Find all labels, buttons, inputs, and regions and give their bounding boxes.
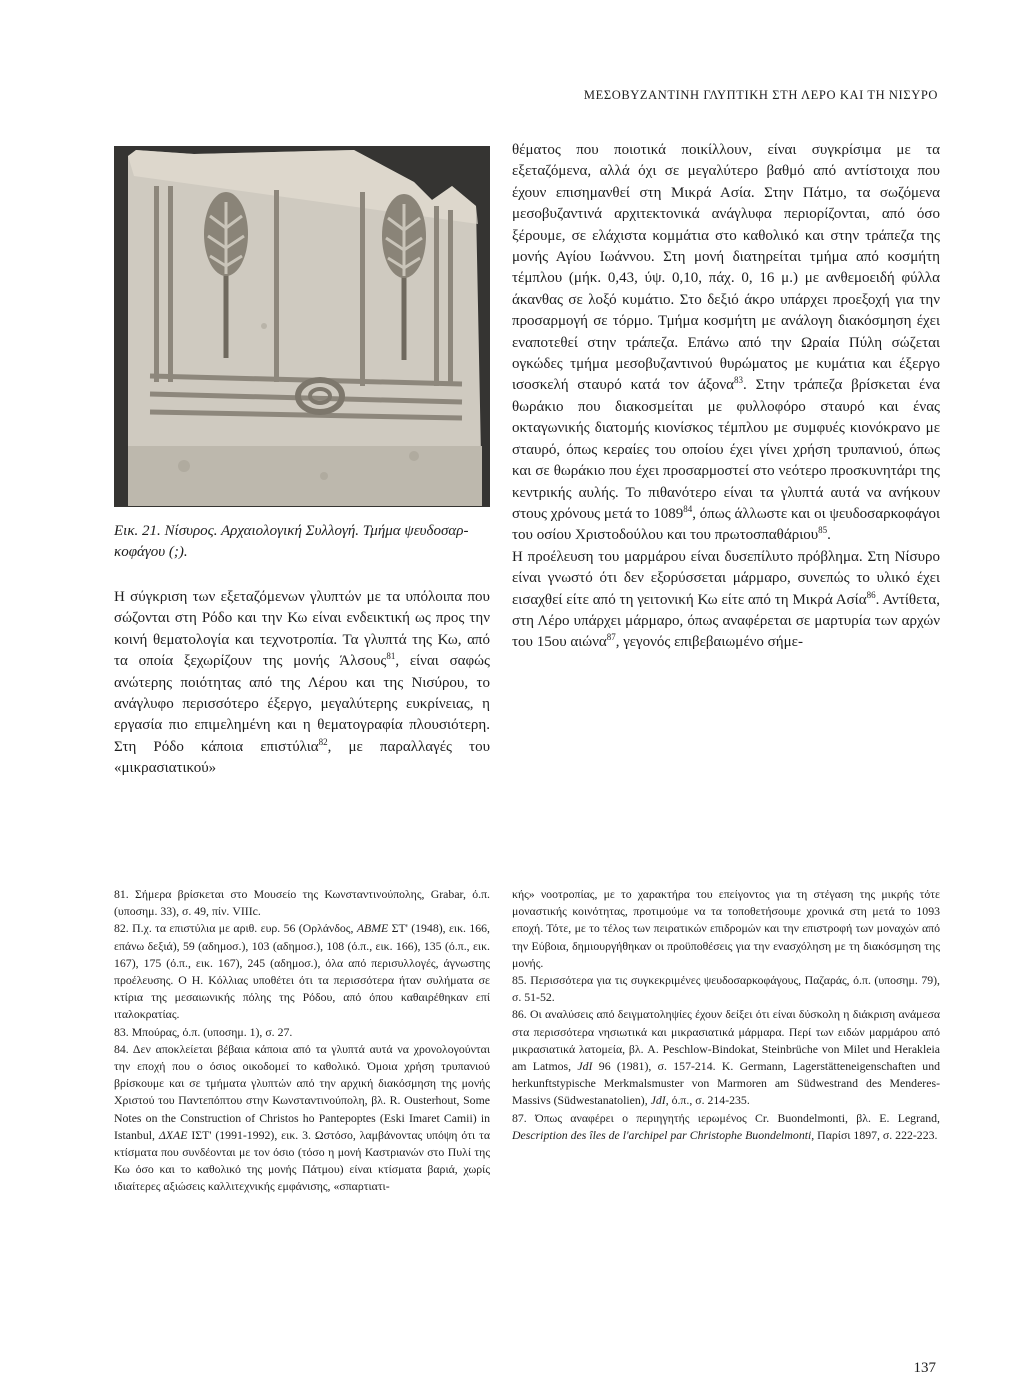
left-column bbox=[114, 146, 490, 780]
right-body-text bbox=[512, 140, 940, 654]
figure-photo bbox=[114, 146, 490, 507]
body-text-segment: θέματος που ποιοτικά ποικίλλουν, είναι συγκρίσιμα με τα εξεταζόμενα, αλλά όχι σε μεγαλύτερο βαθμό από αντίστοιχα που έχουν επισημανθεί στη Μικρά Ασία. Στην Πάτμο, τα σωζόμενα μεσοβυζαντινά αρχιτεκτονικά ανάγλυφα περιορίζονται, από όσο ξέρουμε, σε ελάχιστα κομμάτια στο καθολικό και στην τράπεζα της μονής Αγίου Ιωάννου. Στη μονή διατηρείται τμήμα από κοσμήτη τέμπλου (μήκ. 0,43, ύψ. 0,10, πάχ. 0, 16 μ.) με ανθεμοειδή φύλλα άκανθας σε λοξό κυμάτιο. Στο δεξιό άκρο υπάρχει προεξοχή για την προσαρμογή σε τόρμο. Τμήμα κοσμήτη με ανάλογη διακόσμηση έχει εναποτεθεί στην τράπεζα. Επάνω από την Ωραία Πύλη σώζεται ογκώδες τμήμα μεσοβυζαντινού θυρώματος με κυμάτια και έξεργο ισοσκελή σταυρό κατά τον άξονα bbox=[512, 142, 940, 394]
body-text-segment: , με παραλλαγές του «μικρασιατικού» bbox=[114, 738, 490, 777]
footnote-ref-84[interactable]: 84 bbox=[683, 503, 693, 514]
footnote-ref-82[interactable]: 82 bbox=[318, 736, 328, 747]
footnote-ref-86[interactable]: 86 bbox=[866, 589, 876, 600]
footnote-text: 82. Π.χ. τα επιστύλια με αριθ. ευρ. 56 (Ορλάνδος, bbox=[114, 921, 357, 936]
figure-caption bbox=[114, 521, 490, 563]
footnote-84-continued: κής» νοοτροπίας, με το χαρακτήρα του επείγοντος για τη στέγαση της μικρής τότε μοναστικής κοινότητας, προτιμούμε να τα τοποθετήσουμε χρονικά στη μετά το 1093 εποχή. Τότε, με το τέλος των πειρατικών επιδρομών και την επιστροφή των μοναχών από την Εύβοια, δημιουργήθηκαν οι προϋποθέσεις για την ενασχόληση με τη διακόσμηση της μονής. bbox=[512, 887, 940, 970]
footnote-text: , Παρίσι 1897, σ. 222-223. bbox=[811, 1127, 938, 1142]
footnotes-left bbox=[114, 886, 490, 1196]
journal-abbrev: JdI bbox=[577, 1059, 593, 1074]
footnote-84 bbox=[114, 1041, 490, 1196]
footnote-87 bbox=[512, 1110, 940, 1144]
book-title: Description des îles de l'archipel par Christophe Buondelmonti bbox=[512, 1127, 812, 1142]
relief-fragment-image bbox=[114, 146, 490, 507]
right-column bbox=[512, 140, 940, 654]
footnote-ref-83[interactable]: 83 bbox=[733, 375, 743, 386]
body-text-segment: Η προέλευση του μαρμάρου είναι δυσεπίλυτο πρόβλημα. Στη Νίσυρο είναι γνωστό ότι δεν εξορύσσεται μάρμαρο, συνεπώς το υλικό έχει εισαχθεί είτε από τη γειτονική Κω είτε από τη Μικρά Ασία bbox=[512, 548, 940, 608]
page-number: 137 bbox=[913, 1360, 936, 1376]
body-text-segment: , γεγονός επιβεβαιωμένο σήμε- bbox=[615, 634, 803, 651]
footnote-text: 84. Δεν αποκλείεται βέβαια κάποια από τα γλυπτά αυτά να χρονολογούνται την εποχή που ο όσιος οικοδομεί το καθολικό. Όμοια χρήση τρυπανιού βρίσκουμε και σε τμήματα γλυπτών από την αρχική διακόσμηση της μονής Χριστού του Παντεπόπτου στην Κωνσταντινούπολη, βλ. R. Ousterhout, Some Notes on the Construction of Christos ho Pantepoptes (Eski Imaret Camii) in Istanbul, bbox=[114, 1041, 490, 1142]
footnote-text: 86. Οι αναλύσεις από δειγματοληψίες έχουν δείξει ότι είναι δύσκολη η διάκριση ανάμεσα στα περισσότερα νησιωτικά και μικρασιατικά μάρμαρα. Περί των ειδών μαρμάρου από μικρασιατικά λατομεία, βλ. A. Peschlow-Bindokat, Steinbrüche von Milet und Herakleia am Latmos, bbox=[512, 1007, 940, 1074]
body-text-segment: Η σύγκριση των εξεταζόμενων γλυπτών με τα υπόλοιπα που σώζονται στη Ρόδο και την Κω είναι ενδεικτική ως προς την κοινή θεματολογία και τεχνοτροπία. Τα γλυπτά της Κω, από τα οποία ξεχωρίζουν της μονής Άλσους bbox=[114, 589, 490, 670]
body-text-segment: , είναι σαφώς ανώτερης ποιότητας από της Λέρου και της Νισύρου, το ανάγλυφο περισσότερο έξεργο, μεγαλύτερης ευκρίνειας, η εργασία πιο επιμελημένη και η θεματογραφία πλουσιότερη. Στη Ρόδο κάποια επιστύλια bbox=[114, 653, 490, 755]
journal-abbrev: JdI bbox=[650, 1093, 666, 1108]
footnote-ref-87[interactable]: 87 bbox=[606, 632, 616, 643]
journal-abbrev: ΑΒΜΕ bbox=[356, 921, 389, 936]
footnote-ref-81[interactable]: 81 bbox=[386, 651, 396, 662]
running-head: ΜΕΣΟΒΥΖΑΝΤΙΝΗ ΓΛΥΠΤΙΚΗ ΣΤΗ ΛΕΡΟ ΚΑΙ ΤΗ ΝΙΣΥΡΟ bbox=[583, 88, 938, 102]
footnote-text: ΣΤ' (1948), εικ. 166, επάνω δεξιά), 59 (αδημοσ.), 103 (αδημοσ.), 108 (ό.π., εικ. 166), 135 (ό.π., εικ. 167), 175 (ό.π., εικ. 167), 245 (αδημοσ.), όλα από περισυλλογές, άγνωστης προέλευσης. Ο Η. Κόλλιας υποθέτει ότι τα περισσότερα ήταν συλήματα σε κτίρια της μεσαιωνικής πόλης της Ρόδου, από όπου καθαιρέθηκαν επί ιταλοκρατίας. bbox=[114, 921, 491, 1022]
footnote-text: ΙΣΤ' (1991-1992), εικ. 3. Ωστόσο, λαμβάνοντας υπόψη ότι τα κτίσματα που συνδέονται με τον όσιο (τόσο η μονή Καστριανών στο Πυλί της Κω όσο και το καθολικό της μονής Πάτμου) είναι κτίσματα βαριά, χωρίς ιδιαίτερες αξιώσεις καλλιτεχνικής εμφάνισης, «σπαρτιατι- bbox=[114, 1127, 491, 1194]
footnote-85: 85. Περισσότερα για τις συγκεκριμένες ψευδοσαρκοφάγους, Παζαράς, ό.π. (υποσημ. 79), σ. 51-52. bbox=[512, 973, 940, 1005]
footnotes-right bbox=[512, 886, 940, 1144]
footnote-text: , ό.π., σ. 214-235. bbox=[665, 1093, 750, 1108]
body-text-segment: . Αντίθετα, στη Λέρο υπάρχει μάρμαρο, όπως αναφέρεται σε μαρτυρία των αρχών του 15ου αιώνα bbox=[512, 591, 940, 651]
body-text-segment: . Στην τράπεζα βρίσκεται ένα θωράκιο που διακοσμείται με φυλλοφόρο σταυρό και ένας οκταγωνικής διατομής κιονίσκος τέμπλου με συμφυές κιονόκρανο με σταυρό, όπως κεραίες του οποίου έχει γίνει χρήση τρυπανιού, όπως και σε θωράκιο που έχει προσαρμοστεί στο νεότερο προσκυνητάρι της κεντρικής αυλής. Το πιθανότερο είναι τα γλυπτά αυτά να ανήκουν στους χρόνους μετά το 1089 bbox=[512, 377, 940, 522]
footnote-81: 81. Σήμερα βρίσκεται στο Μουσείο της Κωνσταντινούπολης, Grabar, ό.π. (υποσημ. 33), σ. 49, πίν. VIIIc. bbox=[114, 887, 490, 919]
caption-line-1: Εικ. 21. Νίσυρος. Αρχαιολογική Συλλογή. Τμήμα ψευδοσαρ- bbox=[114, 523, 469, 539]
footnote-text: 96 (1981), σ. 157-214. K. Germann, Lagerstätteneigenschaften und herkunftstypische Merkmalsmuster von Marmoren am Südwestrand des Menderes-Massivs (Südwestanatolien), bbox=[512, 1059, 940, 1108]
caption-line-2: κοφάγου (;). bbox=[114, 544, 188, 560]
footnote-text: 87. Όπως αναφέρει ο περιηγητής ιερωμένος Cr. Buondelmonti, βλ. E. Legrand, bbox=[512, 1110, 940, 1125]
footnote-82 bbox=[114, 920, 490, 1023]
footnote-86 bbox=[512, 1006, 940, 1109]
footnote-ref-85[interactable]: 85 bbox=[818, 525, 828, 536]
body-text-segment: , όπως άλλωστε και οι ψευδοσαρκοφάγοι του οσίου Χριστοδούλου και του πρωτοσπαθάριου bbox=[512, 505, 940, 544]
body-text-segment: . bbox=[827, 527, 831, 544]
left-body-text bbox=[114, 587, 490, 780]
journal-abbrev: ΔΧΑΕ bbox=[158, 1127, 188, 1142]
footnote-83: 83. Μπούρας, ό.π. (υποσημ. 1), σ. 27. bbox=[114, 1024, 293, 1039]
